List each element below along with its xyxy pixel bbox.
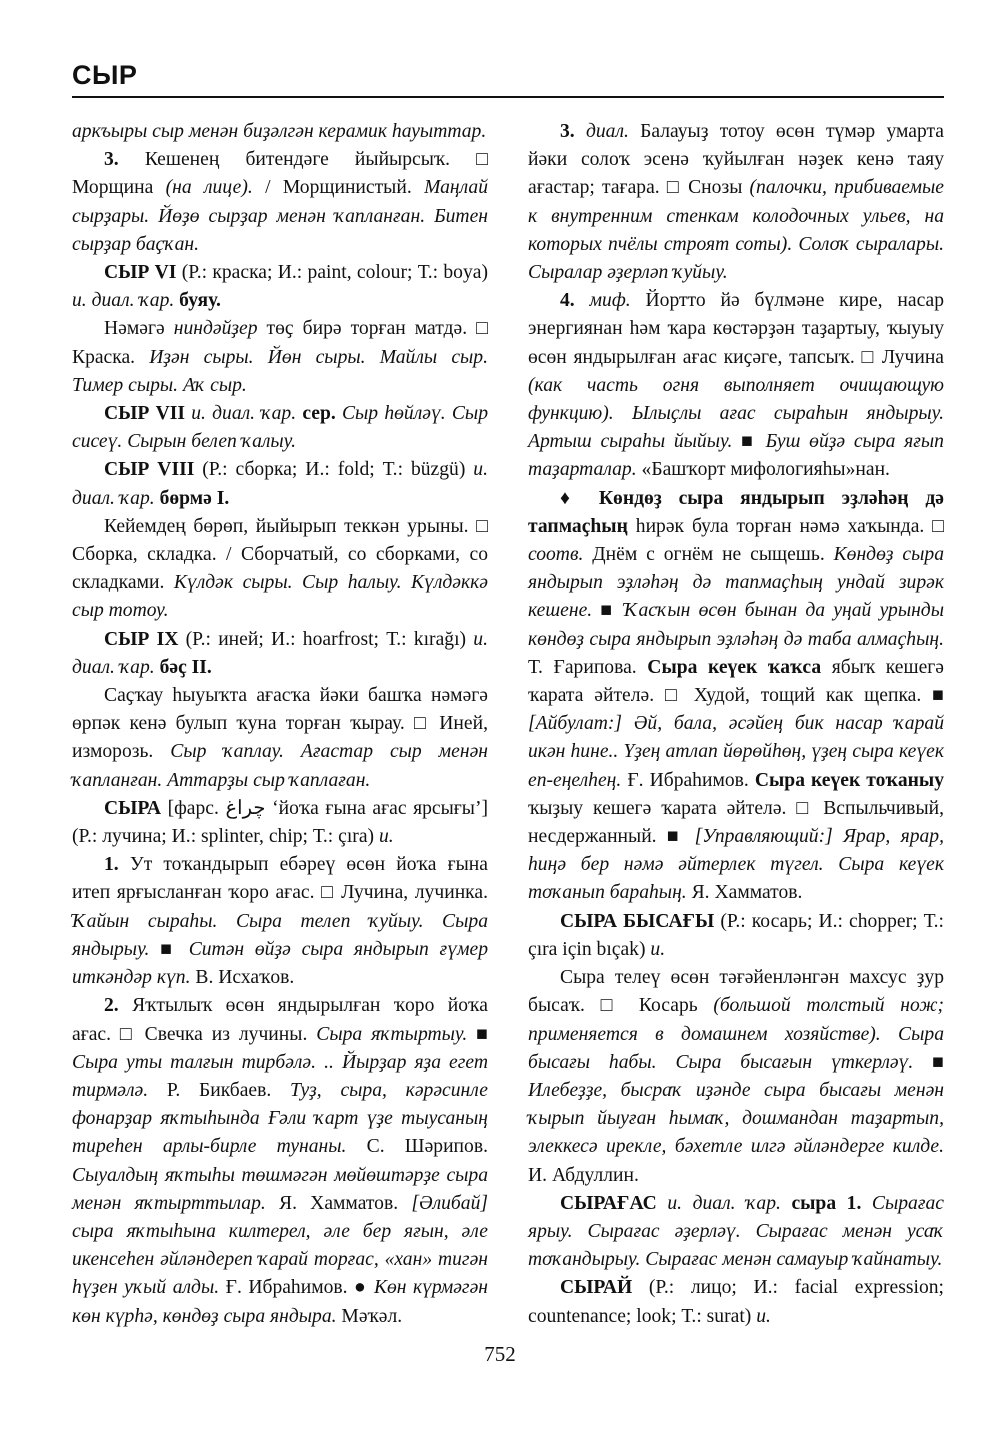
text-run: төҫ бирә торған матдә. □ Краска.	[72, 318, 488, 368]
italic-text: Сыуалдың яҡтыһы төшмәгән мөйөштәрҙе сыра менән яҡтырттылар.	[72, 1164, 488, 1214]
entry-paragraph	[72, 513, 488, 626]
entry-paragraph	[72, 626, 488, 682]
headword: 4.	[560, 290, 575, 312]
entry-paragraph	[528, 485, 944, 908]
headword: СЫР VII	[104, 403, 185, 425]
headword: бәҫ II.	[159, 656, 212, 678]
text-run: ■	[467, 1023, 489, 1045]
text-run: ■	[732, 431, 766, 453]
text-run	[575, 121, 586, 142]
text-run: Яҡтылыҡ өсөн яндырылған ҡоро йоҡа ағас. □ Свечка из лучины.	[72, 995, 488, 1045]
text-run: (Р.: косарь; И.: chopper; Т.: çıra için bıçak)	[528, 910, 944, 960]
text-run: «Башҡорт мифологияһы»нан.	[636, 459, 890, 481]
text-run: (Р.: иней; И.: hoarfrost; Т.: kırağı)	[178, 628, 474, 650]
entry-paragraph	[72, 682, 488, 795]
entry-paragraph	[528, 287, 944, 484]
text-run: (Р.: сборка; И.: fold; Т.: büzgü)	[194, 459, 474, 481]
italic-text: (на лице).	[165, 177, 253, 199]
headword: СЫР IX	[104, 628, 179, 650]
headword: бөрмә I.	[159, 487, 230, 509]
text-run: Днём с огнём не сыщешь.	[583, 544, 834, 566]
text-run: ябыҡ кешегә ҡарата әйтелә. □ Худой, тощий как щепка. ■	[528, 656, 945, 707]
entry-paragraph	[72, 992, 488, 1330]
header-rule	[72, 96, 944, 98]
text-run	[861, 1193, 872, 1214]
text-run: Йортто йә бүлмәне кире, насар энергиянан һәм ҡара көстәрҙән таҙартыу, ҡыуыу өсөн яндырылған ағас киҫәге, тапсыҡ. □ Лучина	[528, 290, 945, 368]
page-number: 752	[484, 1342, 516, 1366]
text-run: Нәмәгә	[104, 318, 174, 340]
italic-text: Көндөҙ сыра яндырып эҙләһәң дә тапмаҫһың ундай зирәк кешене.	[528, 544, 944, 622]
text-run: Р. Бикбаев.	[148, 1079, 291, 1101]
italic-text: Сыра яҡтыртыу.	[316, 1023, 468, 1045]
italic-text: и. диал. ҡар.	[72, 628, 488, 678]
entry-paragraph	[72, 400, 488, 456]
italic-text: Иҙән сыры. Йөн сыры. Майлы сыр. Тимер сыры. Аҡ сыр.	[72, 346, 488, 396]
headword: СЫР VIII	[104, 459, 195, 481]
entry-paragraph	[72, 795, 488, 851]
headword: СЫР VI	[104, 262, 177, 284]
right-column	[528, 118, 944, 1331]
headword: 3.	[104, 149, 119, 171]
text-run: Кейемдең бөрөп, йыйырып теккән урыны. □ Сборка, складка. / Сборчатый, со сборками, со складками.	[72, 515, 488, 594]
italic-text: [Әлибай] сыра яҡтыһына килтерел, әле бер яғын, әле икенсеһен әйләндереп ҡарай торғас, «хан» тигән һүҙен уҡый алды.	[72, 1192, 488, 1299]
text-run: Я. Хамматов.	[265, 1192, 412, 1214]
headword: СЫРАЙ	[560, 1277, 633, 1299]
text-run: һирәк була торған нәмә хаҡында. □	[627, 515, 944, 537]
italic-text: Көн күрмәгән көн күрһә, көндөҙ сыра яндыра.	[72, 1277, 488, 1327]
text-run: ♦	[560, 487, 599, 509]
entry-paragraph	[72, 259, 488, 315]
text-run: Сыра телеү өсөн тәғәйенләнгән махсус ҙур бысаҡ. □ Косарь	[528, 967, 944, 1017]
text-run: Мәҡәл.	[336, 1305, 403, 1327]
headword: Сыра кеүек ҡаҡса	[647, 656, 822, 678]
text-run: В. Исхаҡов.	[190, 967, 295, 989]
entry-paragraph	[528, 964, 944, 1190]
italic-text: аркъыры сыр менән биҙәлгән керамик һауыттар.	[72, 121, 487, 142]
headword: Көндөҙ сыра яндырып эҙләһәң дә тапмаҫһың	[528, 487, 944, 537]
text-run: Ғ. Ибраһимов. ●	[219, 1277, 374, 1299]
text-run: Я. Хамматов.	[686, 882, 803, 904]
italic-text: и.	[378, 826, 394, 848]
entry-paragraph	[528, 1274, 944, 1330]
text-run: [фарс. چراغ ‘йоҡа ғына ағас ярсығы’] (Р.: лучина; И.: splinter, chip; Т.: çıra)	[72, 797, 489, 848]
italic-text: и. диал. ҡар.	[72, 290, 175, 312]
entry-paragraph	[528, 908, 944, 964]
italic-text: (палочки, прибиваемые к внутренним стенкам колодочных ульев, на которых пчёлы строят соты). Солоҡ сыралары. Сыралар әҙерләп ҡуйыу.	[528, 177, 944, 284]
italic-text: Сырағас ярыу. Сырағас әҙерләү. Сырағас менән усаҡ тоҡандырыу. Сырағас менән самауыр ҡайнатыу.	[528, 1192, 944, 1271]
text-run: С. Шәрипов.	[346, 1136, 488, 1158]
italic-text: (как часть огня выполняет очищающую функцию). Ылыҫлы ағас сыраһын яндырыу. Артыш сыраһы йыйыу.	[528, 374, 944, 453]
text-run: ■	[913, 1051, 945, 1073]
italic-text: миф.	[589, 290, 631, 312]
italic-text: Илебеҙҙе, бысраҡ иҙәнде сыра бысағы менән ҡырып йыуған һымаҡ, дошмандан таҙартып, элеккесә ирекле, бәхетле илгә әйләндерге килде.	[528, 1079, 944, 1158]
headword: СЫРА	[104, 797, 162, 819]
italic-text: (большой толстый нож; применяется в домашнем хозяйстве). Сыра бысағы һабы. Сыра бысағын үткерләү.	[528, 995, 945, 1073]
headword: СЫРАҒАС	[560, 1192, 657, 1214]
entry-paragraph	[72, 118, 488, 146]
text-run: Ғ. Ибраһимов.	[621, 769, 755, 791]
italic-text: Сыр һөйләү. Сыр сисеү. Сырын белеп ҡалыу.	[72, 403, 488, 453]
italic-text: и.	[756, 1305, 771, 1327]
italic-text: и. диал. ҡар.	[667, 1192, 781, 1214]
italic-text: Ҡасҡын өсөн бынан да уңай урынды көндөҙ сыра яндырып эҙләһәң дә таба алмаҫһың.	[528, 600, 944, 650]
text-run: Т. Ғарипова.	[528, 656, 648, 678]
italic-text: и.	[650, 938, 666, 960]
headword: 2.	[104, 995, 119, 1017]
headword: сыра 1.	[791, 1192, 862, 1214]
italic-text: [Айбулат:] Әй, бала, әсәйең бик насар ҡарай икән һине.. Үҙең атлап йөрөйһөң, үҙең сыра кеүек еп-еңелһең.	[528, 713, 944, 791]
left-column	[72, 118, 488, 1331]
italic-text: диал.	[585, 121, 629, 142]
italic-text: и. диал. ҡар.	[72, 459, 488, 509]
entry-paragraph	[528, 1190, 944, 1275]
italic-text: Маңлай сырҙары. Йөҙө сырҙар менән ҡапланған. Битен сырҙар баҫҡан.	[72, 177, 489, 255]
italic-text: Ситән өйҙә сыра яндырып ғүмер иткәндәр күп.	[72, 938, 488, 989]
entry-paragraph	[528, 118, 944, 287]
entry-paragraph	[72, 851, 488, 992]
entry-paragraph	[72, 315, 488, 400]
italic-text: Ҡайын сыраһы. Сыра телеп ҡуйыу. Сыра яндырыу.	[72, 910, 488, 960]
headword: сер.	[302, 403, 336, 425]
italic-text: соотв.	[528, 544, 584, 566]
text-run: И. Абдуллин.	[528, 1164, 639, 1186]
text-run: ■	[592, 600, 624, 622]
text-run	[781, 1193, 792, 1214]
text-run: (Р.: краска; И.: paint, colour; Т.: boya)	[176, 262, 488, 284]
headword: 1.	[104, 854, 119, 876]
text-run	[657, 1193, 668, 1214]
running-head: СЫР	[72, 60, 138, 90]
headword: Сыра кеүек тоҡаныу	[754, 769, 944, 791]
headword: буяу.	[179, 290, 221, 312]
headword: 3.	[560, 121, 575, 142]
text-run: Саҫҡау һыуыҡта ағасҡа йәки башҡа нәмәгә өрпәк кенә булып ҡуна торған ҡырау. □ Иней, изморозь.	[72, 685, 488, 763]
text-run: ■	[149, 938, 189, 960]
text-run: ҡыҙыу кешегә ҡарата әйтелә. □ Вспыльчивый, несдержанный. ■	[528, 797, 944, 848]
italic-text: [Управляющий:] Ярар, ярар, һиңә бер нәмә әйтерлек түгел. Сыра кеүек тоҡанып бараһың.	[528, 826, 944, 904]
entry-paragraph	[72, 456, 488, 512]
italic-text: и. диал. ҡар.	[191, 403, 297, 425]
italic-text: Сыр ҡаплау. Ағастар сыр менән ҡапланған. Аттарҙы сыр ҡаплаған.	[72, 741, 488, 791]
text-run: (Р.: лицо; И.: facial expression; countenance; look; Т.: surat)	[528, 1277, 944, 1327]
text-run: Кешенең битендәге йыйырсыҡ. □ Морщина	[72, 149, 488, 199]
text-run: Ут тоҡандырып ебәреү өсөн йоҡа ғына итеп ярғысланған ҡоро ағас. □ Лучина, лучинка.	[72, 854, 488, 904]
entry-paragraph	[72, 146, 488, 259]
italic-text: ниндәйҙер	[173, 318, 258, 340]
text-run: / Морщинистый.	[252, 177, 425, 199]
italic-text: Туҙ, сыра, кәрәсинле фонарҙар яҡтыһында Ғәли ҡарт үҙе тыусаның тиреһен арлы-бирле тунаны.	[72, 1079, 488, 1158]
italic-text: Сыра уты талғын тирбәлә. .. Йырҙар яҙа егет тирмәлә.	[72, 1051, 488, 1101]
italic-text: Буш өйҙә сыра яғып таҙарталар.	[528, 431, 944, 481]
text-run: Балауыҙ тотоу өсөн түмәр умарта йәки солоҡ эсенә ҡуйылған нәҙек кенә таяу ағастар; тағара. □ Снозы	[528, 121, 944, 199]
headword: СЫРА БЫСАҒЫ	[560, 910, 715, 932]
italic-text: Күлдәк сыры. Сыр һалыу. Күлдәккә сыр тотоу.	[72, 572, 488, 622]
text-run	[575, 290, 590, 311]
